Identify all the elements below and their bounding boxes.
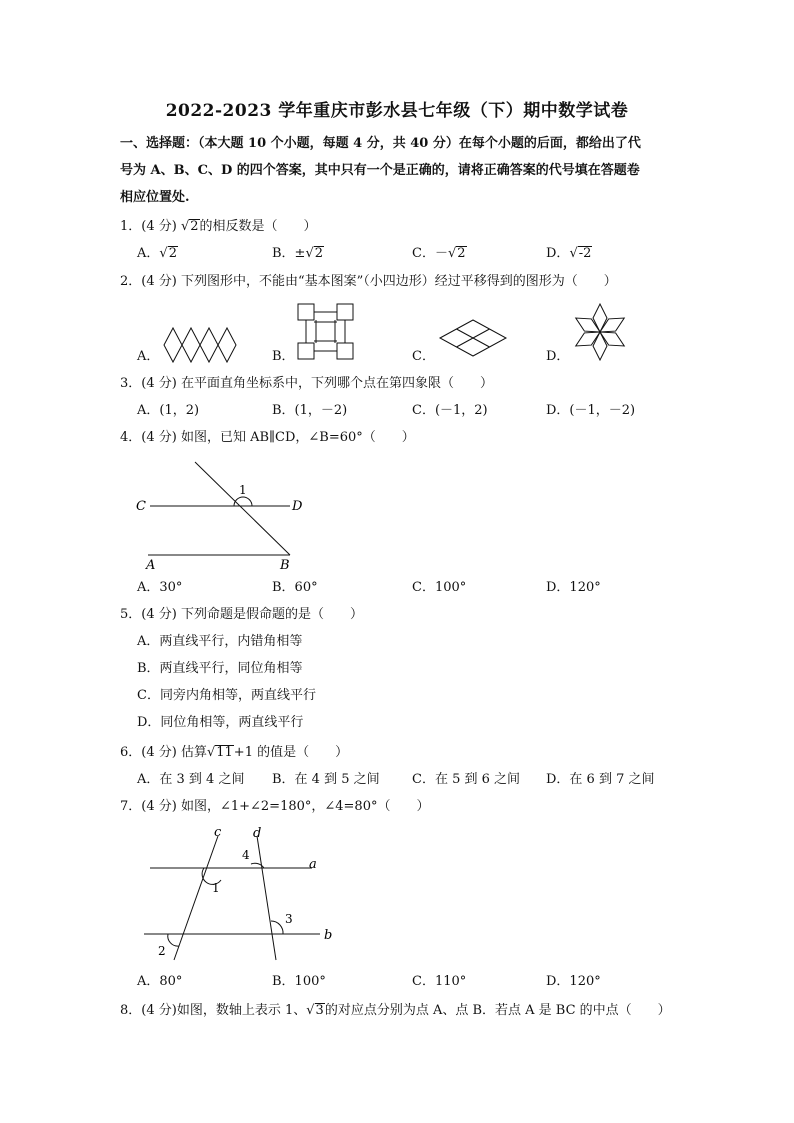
q3-option-a[interactable]: A．(1，2) (137, 403, 200, 418)
label-line-b: b (324, 928, 333, 943)
q3-option-d[interactable]: D．(－1，－2) (546, 403, 636, 418)
label-a: A (146, 558, 156, 573)
q6-option-a[interactable]: A．在 3 到 4 之间 (137, 772, 245, 787)
angle-3-label: 3 (285, 912, 293, 926)
label-line-a: a (309, 857, 317, 872)
q1-option-d[interactable]: D．√-2 (546, 246, 592, 261)
label-b: B (280, 558, 290, 573)
q7-transversal-lines-figure (140, 824, 340, 968)
q3-option-b[interactable]: B．(1，－2) (272, 403, 348, 418)
sqrt-icon: √ (206, 745, 216, 760)
q5-option-d[interactable]: D．同位角相等，两直线平行 (137, 715, 304, 730)
q2-figure-d-six-point-star (570, 302, 632, 364)
q4-option-a[interactable]: A．30° (137, 580, 183, 595)
page-title: 2022-2023 学年重庆市彭水县七年级（下）期中数学试卷 (165, 101, 629, 121)
q3-option-c[interactable]: C．(－1，2) (412, 403, 488, 418)
question-7: 7．(4 分) 如图，∠1+∠2=180°，∠4=80°（ ） (120, 799, 430, 814)
q4-option-c[interactable]: C．100° (412, 580, 467, 595)
angle-4-label: 4 (242, 848, 250, 862)
q2-figure-a-zigzag-diamonds (162, 326, 242, 364)
q5-option-a[interactable]: A．两直线平行，内错角相等 (137, 634, 303, 649)
q2-option-b-label[interactable]: B． (272, 349, 295, 364)
sqrt-icon: √ (306, 1003, 315, 1018)
q4-option-d[interactable]: D．120° (546, 580, 601, 595)
q2-figure-b-squares-grid (296, 302, 358, 364)
q6-option-c[interactable]: C．在 5 到 6 之间 (412, 772, 521, 787)
q6-option-b[interactable]: B．在 4 到 5 之间 (272, 772, 380, 787)
q4-parallel-lines-figure (130, 458, 320, 573)
question-2: 2．(4 分) 下列图形中，不能由“基本图案”（小四边形）经过平移得到的图形为（ ） (120, 274, 617, 289)
q6-option-d[interactable]: D．在 6 到 7 之间 (546, 772, 655, 787)
q2-option-d-label[interactable]: D． (546, 349, 570, 364)
q2-option-a-label[interactable]: A． (137, 349, 160, 364)
question-1: 1．(4 分) √2的相反数是（ ） (120, 219, 317, 234)
section-instructions-line-2: 号为 A、B、C、D 的四个答案，其中只有一个是正确的，请将正确答案的代号填在答题卷 (120, 163, 640, 178)
q5-option-c[interactable]: C．同旁内角相等，两直线平行 (137, 688, 316, 703)
question-3: 3．(4 分) 在平面直角坐标系中，下列哪个点在第四象限（ ） (120, 376, 493, 391)
q7-option-a[interactable]: A．80° (137, 974, 183, 989)
label-c: C (136, 499, 146, 514)
q1-option-c[interactable]: C．－√2 (412, 246, 466, 261)
label-d: D (292, 499, 303, 514)
label-line-c: c (214, 825, 222, 840)
angle-2-label: 2 (158, 944, 166, 958)
q5-option-b[interactable]: B．两直线平行，同位角相等 (137, 661, 303, 676)
angle-1-label: 1 (212, 881, 220, 895)
section-instructions-line-3: 相应位置处. (120, 190, 190, 205)
question-4: 4．(4 分) 如图，已知 AB∥CD，∠B=60°（ ） (120, 430, 415, 445)
label-line-d: d (253, 826, 262, 841)
q7-option-c[interactable]: C．110° (412, 974, 467, 989)
section-instructions-line-1: 一、选择题：（本大题 10 个小题，每题 4 分，共 40 分）在每个小题的后面，都给出了代 (120, 136, 641, 151)
q7-option-b[interactable]: B．100° (272, 974, 326, 989)
q1-option-a[interactable]: A．√2 (137, 246, 177, 261)
question-5: 5．(4 分) 下列命题是假命题的是（ ） (120, 607, 363, 622)
q1-option-b[interactable]: B．±√2 (272, 246, 324, 261)
question-8: 8．(4 分)如图，数轴上表示 1、√3的对应点分别为点 A、点 B．若点 A 是 BC 的中点（ ） (120, 1003, 671, 1018)
sqrt-icon: √ (180, 219, 190, 234)
q2-figure-c-rhombus-grid (438, 318, 510, 360)
q7-option-d[interactable]: D．120° (546, 974, 601, 989)
angle-1-label: 1 (239, 483, 247, 497)
q2-option-c-label[interactable]: C． (412, 349, 435, 364)
q4-option-b[interactable]: B．60° (272, 580, 318, 595)
question-6: 6．(4 分) 估算√11+1 的值是（ ） (120, 745, 349, 760)
